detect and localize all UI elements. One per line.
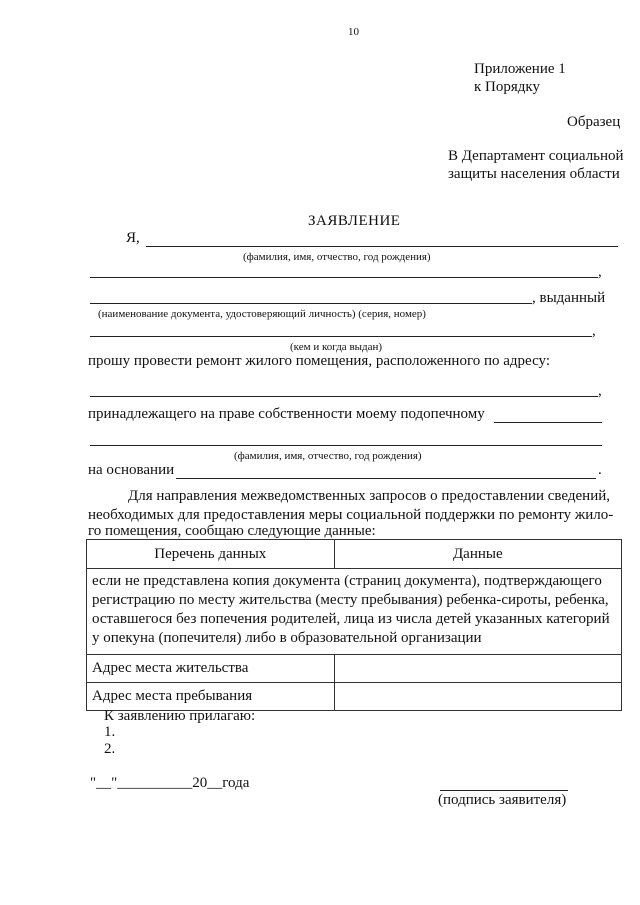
hint-document: (наименование документа, удостоверяющий личность) (серия, номер)	[98, 308, 426, 320]
table-row-stay	[87, 683, 622, 711]
appendix-line2: к Порядку	[474, 79, 540, 95]
stay-label: Адрес места пребывания	[87, 683, 335, 711]
attachment-item-2: 2.	[104, 741, 116, 757]
document-field-line[interactable]	[90, 303, 532, 304]
hint-issued-by: (кем и когда выдан)	[290, 341, 383, 353]
para-line1: Для направления межведомственных запросов о предоставлении сведений,	[128, 488, 610, 504]
page-number: 10	[348, 26, 359, 38]
appendix-line1: Приложение 1	[474, 61, 566, 77]
comma-2: ,	[592, 323, 596, 339]
sample-label: Образец	[567, 114, 621, 130]
recipient-line2: защиты населения области	[448, 166, 620, 182]
period-mark: .	[598, 462, 602, 478]
residence-label: Адрес места жительства	[87, 655, 335, 683]
table-row-merged	[87, 569, 622, 655]
attachments-title: К заявлению прилагаю:	[104, 708, 256, 724]
col-header-data: Данные	[334, 540, 621, 569]
ownership-text: принадлежащего на праве собственности моему подопечному	[88, 406, 485, 422]
para-line3: го помещения, сообщаю следующие данные:	[88, 523, 376, 539]
fio-continuation-line[interactable]	[90, 277, 598, 278]
form-title: ЗАЯВЛЕНИЕ	[308, 213, 401, 229]
data-table	[86, 539, 622, 711]
attachment-item-1: 1.	[104, 724, 116, 740]
comma-3: ,	[598, 383, 602, 399]
para-line2: необходимых для предоставления меры социальной поддержки по ремонту жило-	[88, 507, 614, 523]
address-field-line[interactable]	[90, 396, 598, 397]
ward-field-line[interactable]	[494, 422, 602, 423]
hint-ward-fio: (фамилия, имя, отчество, год рождения)	[234, 450, 422, 462]
merged-cell: если не представлена копия документа (страниц документа), подтверждающего регистрацию по месту жительства (месту пребывания) ребенка-сироты, ребенка, оставшегося без попечения родителей, лица из числа детей указанных категорий у опекуна (попечителя) либо в образовательной организации	[87, 569, 622, 655]
recipient-line1: В Департамент социальной	[448, 148, 624, 164]
request-text: прошу провести ремонт жилого помещения, расположенного по адресу:	[88, 353, 551, 369]
col-header-list: Перечень данных	[87, 540, 335, 569]
ward-fio-field-line[interactable]	[90, 445, 602, 446]
table-row-residence	[87, 655, 622, 683]
signature-hint: (подпись заявителя)	[438, 792, 567, 808]
basis-label: на основании	[88, 462, 175, 478]
stay-value[interactable]	[334, 683, 621, 711]
basis-field-line[interactable]	[176, 478, 596, 479]
comma-1: ,	[598, 264, 602, 280]
fio-field-line[interactable]	[146, 246, 618, 247]
signature-field-line[interactable]	[440, 790, 568, 791]
ya-label: Я,	[126, 230, 140, 246]
issued-label: , выданный	[532, 290, 606, 306]
residence-value[interactable]	[334, 655, 621, 683]
table-header-row	[87, 540, 622, 569]
hint-fio: (фамилия, имя, отчество, год рождения)	[243, 251, 431, 263]
issued-by-field-line[interactable]	[90, 336, 592, 337]
date-field: "__"__________20__года	[90, 775, 250, 791]
